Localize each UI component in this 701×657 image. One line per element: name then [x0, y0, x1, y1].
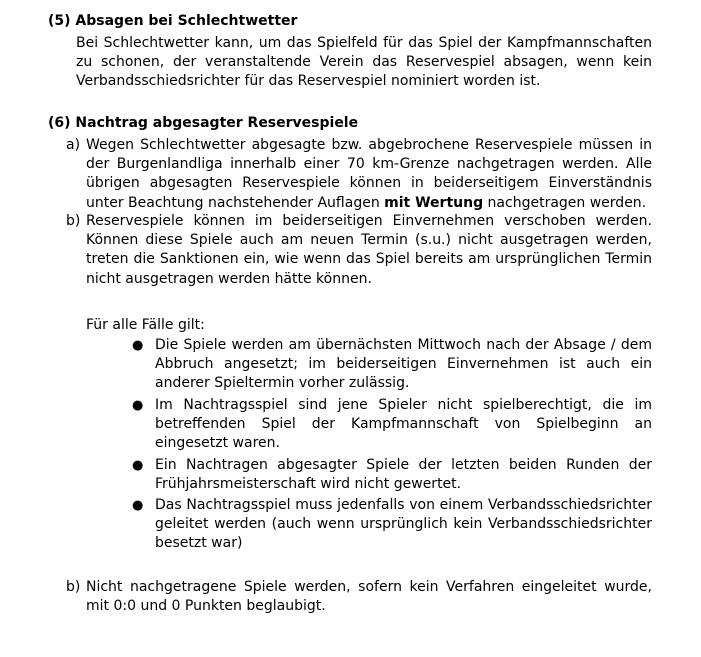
bullet-icon: ● — [132, 398, 144, 413]
bullet-icon: ● — [132, 458, 144, 473]
item-a-text-before: Wegen Schlechtwetter abgesagte bzw. abgebrochene Reservespiele müssen in der Burgenlandliga innerhalb einer 70 km-Grenze nachgetragen werden. Alle übrigen abgesagten Reservespiele können in beiderseitigem Einverständnis unter Beachtung nachstehender Auflagen — [86, 137, 652, 211]
section-6-heading: (6) Nachtrag abgesagter Reservespiele — [48, 115, 359, 131]
bullet-icon: ● — [132, 338, 144, 353]
item-b-text: Reservespiele können im beiderseitigen Einvernehmen verschoben werden. Können diese Spiele auch am neuen Termin (s.u.) nicht ausgetragen werden, treten die Sanktionen ein, wie wenn das Spiel bereits am ursprünglichen Termin nicht ausgetragen werden hätte können. — [86, 213, 652, 287]
item-a-marker: a) — [66, 137, 81, 153]
section-5-heading: (5) Absagen bei Schlechtwetter — [48, 13, 298, 29]
item-b2-text: Nicht nachgetragene Spiele werden, sofern kein Verfahren eingeleitet wurde, mit 0:0 und 0 Punkten beglaubigt. — [86, 579, 652, 615]
item-a-bold-text: mit Wertung — [384, 194, 484, 211]
bullet-item-2: Im Nachtragsspiel sind jene Spieler nicht spielberechtigt, die im betreffenden Spiel der Kampfmannschaft von Spielbeginn an eingesetzt waren. — [155, 397, 652, 452]
bullet-item-1: Die Spiele werden am übernächsten Mittwoch nach der Absage / dem Abbruch angesetzt; im beiderseitigen Einvernehmen ist auch ein anderer Spieltermin vorher zulässig. — [155, 337, 652, 392]
item-b2-marker: b) — [66, 579, 81, 595]
item-a-text — [86, 136, 652, 213]
bullet-icon: ● — [132, 498, 144, 513]
section-5-text: Bei Schlechtwetter kann, um das Spielfeld für das Spiel der Kampfmannschaften zu schonen, der veranstaltende Verein das Reservespiel absagen, wenn kein Verbandsschiedsrichter für das Reservespiel nominiert worden ist. — [76, 35, 652, 90]
bullet-item-4: Das Nachtragsspiel muss jedenfalls von einem Verbandsschiedsrichter geleitet werden (auch wenn ursprünglich kein Verbandsschiedsrichter besetzt war) — [155, 497, 652, 552]
item-a-text-after: nachgetragen werden. — [483, 194, 647, 211]
bullet-item-3: Ein Nachtragen abgesagter Spiele der letzten beiden Runden der Frühjahrsmeisterschaft wird nicht gewertet. — [155, 457, 652, 493]
all-cases-label: Für alle Fälle gilt: — [86, 317, 205, 333]
item-b-marker: b) — [66, 213, 81, 229]
